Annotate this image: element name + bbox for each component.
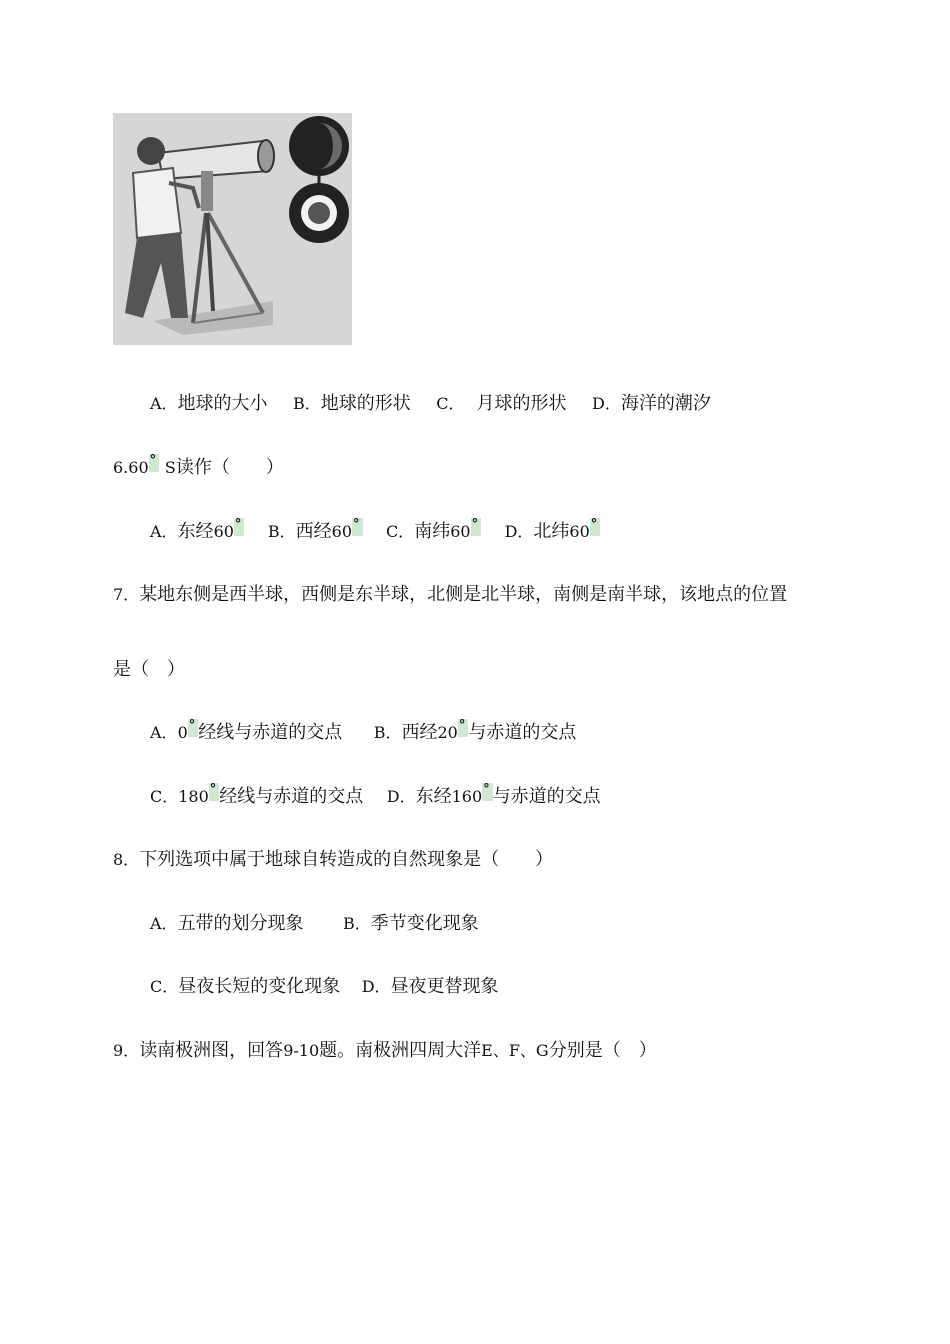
q9-stem [113, 1039, 657, 1063]
q6-stem [113, 453, 284, 480]
q7-option-b-value: 20 [437, 723, 458, 742]
q8-options-row-1 [150, 912, 479, 936]
q7-option-d-text: 与赤道的交点 [492, 786, 601, 807]
q7-stem-text-1: 某地东侧是西半球，西侧是东半球，北侧是北半球，南侧是南半球，该地点的位置 [139, 584, 788, 605]
q8-option-d-text: 昼夜更替现象 [390, 976, 499, 997]
q5-options-row [150, 392, 711, 416]
q7-option-c-label: C． [150, 787, 179, 806]
q7-number: 7． [113, 585, 140, 604]
q8-option-a-label: A． [150, 914, 178, 933]
q6-option-b-value: 60 [331, 522, 353, 541]
q7-option-a-degree: ° [188, 719, 199, 737]
q6-option-a-label: A． [150, 522, 178, 541]
q5-option-b-label: B． [293, 394, 321, 413]
q6-option-a-degree: ° [234, 518, 245, 536]
q6-value: 60 [128, 458, 149, 477]
q6-option-b-text: 西经 [295, 521, 332, 542]
q8-option-c-text: 昼夜长短的变化现象 [178, 976, 341, 997]
q7-option-c-text: 经线与赤道的交点 [219, 786, 364, 807]
q6-option-b-label: B． [267, 522, 296, 541]
q8-option-b-text: 季节变化现象 [370, 913, 479, 934]
q5-option-d-label: D． [591, 394, 621, 413]
q6-degree-symbol: ° [149, 454, 160, 472]
q6-option-d-label: D． [504, 522, 534, 541]
telescope-illustration [113, 113, 352, 345]
q7-option-d-prefix: 东经 [415, 786, 452, 807]
q9-stem-prefix: 读南极洲图，回答 [139, 1040, 284, 1061]
q6-option-b-degree: ° [352, 518, 363, 536]
q8-options-row-2 [150, 975, 499, 999]
q7-option-a-label: A． [150, 723, 178, 742]
q6-option-d-value: 60 [569, 522, 590, 541]
q7-stem-text-2: 是（ ） [113, 659, 185, 680]
q9-stem-mid: 题。南极洲四周大洋 [319, 1040, 482, 1061]
q7-option-c-value: 180 [178, 787, 209, 806]
q7-option-b-prefix: 西经 [401, 722, 438, 743]
q7-option-b-label: B． [373, 723, 402, 742]
q6-letter: S [164, 458, 176, 477]
q6-options-row [150, 517, 600, 544]
q6-stem-text: 读作（ ） [175, 457, 284, 478]
q6-option-d-degree: ° [590, 518, 601, 536]
q7-option-a-text: 经线与赤道的交点 [198, 722, 343, 743]
q7-options-row-2 [150, 782, 601, 809]
q5-option-a-text: 地球的大小 [177, 393, 268, 414]
q7-option-d-degree: ° [482, 783, 493, 801]
q6-option-c-degree: ° [471, 518, 482, 536]
q8-stem-text: 下列选项中属于地球自转造成的自然现象是（ ） [139, 849, 554, 870]
q7-option-b-degree: ° [458, 719, 469, 737]
q6-option-c-text: 南纬 [414, 521, 451, 542]
q9-number: 9． [113, 1041, 140, 1060]
q5-option-b-text: 地球的形状 [320, 393, 411, 414]
q6-option-c-value: 60 [450, 522, 471, 541]
q6-option-a-text: 东经 [177, 521, 214, 542]
q8-option-c-label: C． [150, 977, 179, 996]
q8-option-b-label: B． [343, 914, 371, 933]
q8-option-d-label: D． [361, 977, 391, 996]
q7-option-d-value: 160 [451, 787, 483, 806]
q7-stem-line2 [113, 658, 185, 682]
q6-option-c-label: C． [385, 522, 415, 541]
q7-options-row-1 [150, 718, 577, 745]
q7-stem-line1 [113, 583, 787, 607]
q6-option-a-value: 60 [213, 522, 234, 541]
q7-option-b-text: 与赤道的交点 [468, 722, 577, 743]
q6-option-d-text: 北纬 [533, 521, 570, 542]
q8-option-a-text: 五带的划分现象 [177, 913, 304, 934]
q8-stem [113, 848, 553, 872]
q8-number: 8． [113, 850, 140, 869]
q9-range: 9-10 [283, 1041, 320, 1060]
q7-option-c-degree: ° [209, 783, 220, 801]
telescope-figure [113, 113, 352, 345]
q5-option-a-label: A． [150, 394, 178, 413]
q5-option-c-label: C． [436, 394, 465, 413]
q5-option-c-text: 月球的形状 [476, 393, 567, 414]
q6-number: 6. [113, 458, 129, 477]
q5-option-d-text: 海洋的潮汐 [620, 393, 711, 414]
q7-option-d-label: D． [386, 787, 416, 806]
q7-option-a-value: 0 [177, 723, 188, 742]
q9-letters: E、F、G [481, 1041, 549, 1060]
q9-stem-end: 分别是（ ） [548, 1040, 657, 1061]
